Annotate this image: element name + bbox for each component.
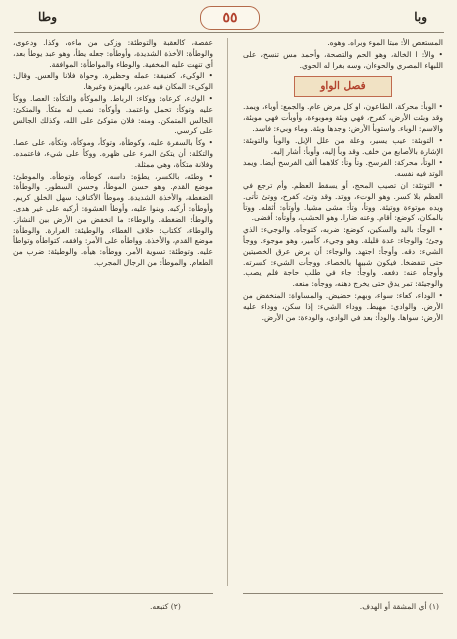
entry-paragraph: • الوكء، كرعاه: ووكاء: الرباط. والموكأة والتكأة: العصا. ووكأ عليه وتوكأ: تحمل واعتمد. وأوكأه: نصب له متكأ. والمتكئ: الجالس المتمكن. ومنه: فلان متوكئ على الله، وكذلك الجالس على كرسي. xyxy=(13,93,213,136)
entry-paragraph: • الوداء، كعاء: سواء، وبهم: حضيض. والمساواة: المنخفض من الأرض. والوادي: مهيط. ووداء الشيء: إذا سكن، ووداء عليه الأرض: سواها. والودأ: بعد في الوادي، والودءة: من الأرض. xyxy=(243,290,443,322)
column-divider xyxy=(227,38,228,586)
entry-paragraph: • الوكيء، كعنيفة: عمله وحظيرة. وحواة فلانا والعس. وقال: الوكيء: المكان فيه غدير، بالهمزة وغيرها. xyxy=(13,71,213,92)
header-word-right: وبا xyxy=(414,10,427,24)
entry-paragraph: • وطئه، بالكسر، يطؤه: داسه، كوطأه، وتوطأه. والموطئ: موضع القدم. وهو حسن الموطأ، وحسن السطور. والوطأة: الضغطة، والأخذة الشديدة. وموطأ الأكناف: سهل الخلق كريم. وأوطأه: أركبه. وبنوا عليه، وأوطأ العشوة: أركبه على غير هدى. والوطأ: الضغطة. والوطاء: ما انخفض من الأرض بين النشاز. والوطاء، ككتاب: خلاف الغطاء. والوطيئة: الغرارة. والوطأة: موضع القدم، والأخذة. وواطأه على الأمر: وافقه، كتواطأه وتواطأ عليه. وتوطئة: تسوية الأمر. ووطأه: هيأه. والوطيئة: ضرب من الطعام. والموطأ: من الرجال المجرب. xyxy=(13,171,213,267)
header-word-left: وطا xyxy=(38,10,58,24)
footnote-right: (١) أي المشقة أو الهدف. xyxy=(359,602,439,611)
right-top-paragraph: • والأ: ا الخالة، وهو الحم والتصحة، وأحمد مس تنسح، على اللبهاء المصري والحوءان، وسه بغرا له الحوي. xyxy=(243,49,443,70)
entry-paragraph: • التوبئة: عيب يسير، وعلة من علل الإبل. والوبأ والتوبئة: الإشارة بالأصابع من خلف. وقد وبأ إليه، وأوبأ: أشار إليه. xyxy=(243,135,443,156)
entry-paragraph: • التوتئة: ان تصيب المحج، أو يسقط العظم. وأم ترجع في العظم بلا كسر. وهو الوتء، ووتد. وقد وتئ، كفرح، ووتئ تأتى. ويده موتوءة ووتيئة. ووتأ، وتأ: مشى مشيا. وأوتأه: أثقله. ووتأ بالمكان، كوضع: أقام. وعنه ضارا. وهو الحشب، وأوتأه: أفضى. xyxy=(243,180,443,223)
section-heading: فصل الواو xyxy=(294,76,392,97)
header-rule xyxy=(14,32,444,33)
footnote-rule-right xyxy=(243,593,443,594)
entry-paragraph: • وكأ بالسفرة عليه، وكوطأة، وتوكأ، وموكأة، وتكأة، على عصا. والتكلة: أن يتكئ المرء على ظهره. ووكأ على شيء، فاعتمده. وفلانة متكأة، وهي ممثلة. xyxy=(13,138,213,169)
entry-paragraph: عفصة، كالعقبة والتوطئة: وزكى من ماءه، وكذا. ودعوى، والوطأة: الأخذة الشديدة، وأوطأه: جعله يطأ، وهو عبد يوطأ بعد، أي تنهت عليه المخفية. والوطاء والمواطأة: الموافقة. xyxy=(13,38,213,69)
right-column xyxy=(243,38,443,586)
entry-paragraph: • الوتأ، محركة: الفرسح. وتأ وتأ: كلاهما ألف الفرسح أيضا. ويمد الوتد فيه نفسه. xyxy=(243,158,443,179)
left-column xyxy=(13,38,213,586)
page-number: ٥٥ xyxy=(200,6,260,30)
entry-paragraph: • الوجأ: باليد والسكين، كوضع: ضربه، كتوجأه. والوجيء: الذي وجئ؛ والوجاء: عدة قليلة. وهو وجيء، كأمير، وهو موجوء. ووجأ الشيء: دقه. وأوجأ: اجتهد. والوجاء: أن يرض عرق الخصيتين حتى تنفضخا. فيكون شبيها بالخصاء. ووجأت الشيء: كسرته. وأوجأه عنه: دفعه. واوجأ: جاء في طلب حاجة فلم يصب. والوجيئة: تمر يدق حتى يخرج دهنه، ووجأه: منعه. xyxy=(243,225,443,289)
entry-paragraph: • الوبأ: محركة، الطاعون، او كل مرض عام. والجمع: أوباء، ويمد. وقد وبئت الأرض، كفرح، فهي وبئة وموبوءة، وأوبأت فهي موبئة، والاسم: الوباء. واستوبأ الأرض: وجدها وبئة. وماء وبيء: فاسد. xyxy=(243,102,443,133)
footnote-left: (٢) كتبعه. xyxy=(150,602,181,611)
right-top-paragraph: المستعص الأ: مبتا الموء وبراه. وهوه. xyxy=(327,38,443,47)
footnote-rule-left xyxy=(13,593,213,594)
